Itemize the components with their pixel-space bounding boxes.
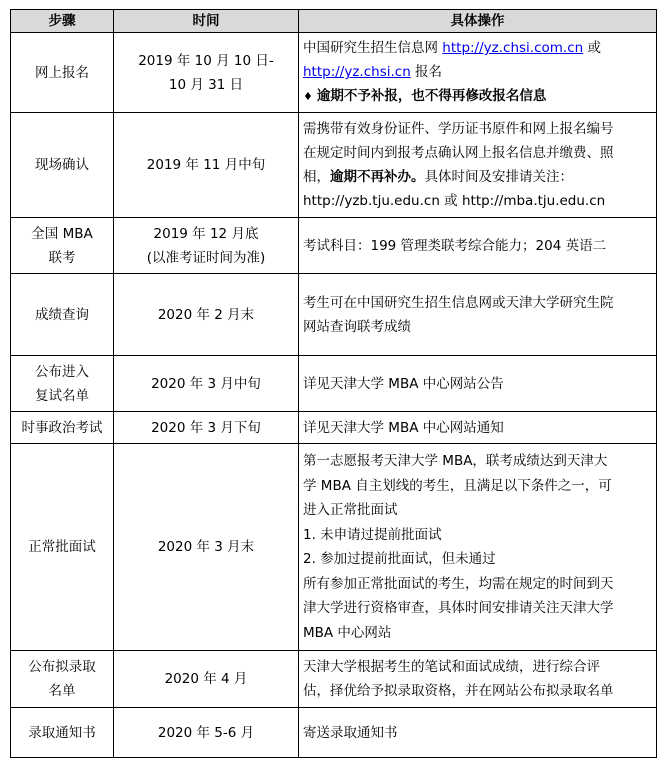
table-header-row [11, 10, 657, 33]
step-label: 时事政治考试 [21, 419, 103, 436]
operations-cell [299, 356, 657, 412]
time-label: 2019 年 12 月底 [153, 225, 259, 242]
step-cell [11, 218, 114, 274]
step-cell [11, 33, 114, 113]
time-label: 2020 年 3 月下旬 [151, 419, 261, 436]
step-label: 网上报名 [35, 64, 89, 81]
ops-text: 相， [303, 169, 330, 185]
operations-cell [299, 274, 657, 356]
time-label: (以准考证时间为准) [146, 249, 266, 266]
step-label: 名单 [48, 683, 76, 699]
ops-line: MBA 中心网站 [303, 624, 392, 641]
admission-schedule-table [10, 9, 657, 758]
time-label: 2020 年 5-6 月 [157, 724, 255, 741]
ops-line: http://yzb.tju.edu.cn 或 http://mba.tju.edu.cn [303, 193, 606, 209]
time-cell [114, 218, 299, 274]
table-row [11, 356, 657, 412]
table-row [11, 274, 657, 356]
ops-line: 津大学进行资格审查，具体时间安排请关注天津大学 [303, 600, 614, 616]
step-label: 联考 [48, 249, 76, 266]
ops-line: 2. 参加过提前批面试，但未通过 [303, 551, 496, 567]
time-cell [114, 651, 299, 708]
header-step: 步骤 [11, 10, 114, 33]
step-cell [11, 651, 114, 708]
time-label: 2019 年 11 月中旬 [146, 157, 266, 173]
table-row [11, 113, 657, 218]
ops-line: 寄送录取通知书 [303, 724, 398, 741]
time-label: 2019 年 10 月 10 日- [138, 52, 274, 69]
step-label: 公布进入 [35, 363, 89, 380]
operations-cell [299, 33, 657, 113]
time-cell [114, 412, 299, 444]
time-label: 2020 年 4 月 [164, 671, 248, 687]
step-cell [11, 708, 114, 758]
ops-line: 考生可在中国研究生招生信息网或天津大学研究生院 [303, 294, 614, 311]
ops-line [303, 36, 652, 60]
chsi-link[interactable]: http://yz.chsi.cn [303, 64, 411, 80]
deadline-notice: 逾期不予补报，也不得再修改报名信息 [316, 88, 547, 104]
operations-cell [299, 444, 657, 651]
operations-cell [299, 113, 657, 218]
operations-cell [299, 412, 657, 444]
ops-line: 第一志愿报考天津大学 MBA，联考成绩达到天津大 [303, 453, 608, 469]
step-label: 录取通知书 [28, 724, 96, 741]
ops-line: 详见天津大学 MBA 中心网站公告 [303, 375, 504, 392]
ops-line: 需携带有效身份证件、学历证书原件和网上报名编号 [303, 121, 614, 137]
ops-line: 学 MBA 自主划线的考生，且满足以下条件之一，可 [303, 477, 612, 494]
time-cell [114, 444, 299, 651]
operations-cell [299, 708, 657, 758]
ops-line [303, 84, 652, 109]
step-label: 复试名单 [35, 387, 89, 404]
table-row [11, 218, 657, 274]
operations-cell [299, 218, 657, 274]
time-label: 2020 年 2 月末 [157, 306, 255, 323]
step-cell [11, 113, 114, 218]
ops-line: 网站查询联考成绩 [303, 318, 411, 335]
step-label: 公布拟录取 [28, 659, 96, 675]
step-cell [11, 444, 114, 651]
step-label: 现场确认 [35, 157, 89, 173]
table-row [11, 33, 657, 113]
step-cell [11, 412, 114, 444]
ops-line: 所有参加正常批面试的考生，均需在规定的时间到天 [303, 575, 614, 592]
time-label: 2020 年 3 月中旬 [151, 375, 261, 392]
time-cell [114, 356, 299, 412]
chsi-com-link[interactable]: http://yz.chsi.com.cn [442, 40, 584, 56]
operations-cell [299, 651, 657, 708]
time-label: 2020 年 3 月末 [157, 539, 255, 555]
header-operations: 具体操作 [299, 10, 657, 33]
table-row [11, 412, 657, 444]
table-row [11, 651, 657, 708]
step-cell [11, 356, 114, 412]
step-label: 成绩查询 [35, 306, 89, 323]
ops-line [303, 165, 652, 189]
ops-text: 报名 [410, 64, 443, 80]
table-row [11, 708, 657, 758]
step-cell [11, 274, 114, 356]
ops-line: 详见天津大学 MBA 中心网站通知 [303, 419, 504, 436]
header-time: 时间 [114, 10, 299, 33]
time-cell [114, 33, 299, 113]
ops-text: 中国研究生招生信息网 [303, 40, 443, 56]
ops-line: 在规定时间内到报考点确认网上报名信息并缴费、照 [303, 145, 614, 161]
table-row [11, 444, 657, 651]
ops-line [303, 60, 652, 84]
step-label: 正常批面试 [28, 539, 96, 555]
ops-text: 具体时间及安排请关注： [424, 169, 573, 185]
ops-line: 1. 未申请过提前批面试 [303, 526, 442, 543]
ops-line: 进入正常批面试 [303, 502, 398, 518]
ops-line: 估，择优给予拟录取资格，并在网站公布拟录取名单 [303, 683, 614, 699]
ops-line: 考试科目：199 管理类联考综合能力；204 英语二 [303, 237, 607, 254]
step-label: 全国 MBA [31, 225, 93, 242]
time-cell [114, 274, 299, 356]
ops-line: 天津大学根据考生的笔试和面试成绩，进行综合评 [303, 659, 600, 675]
time-label: 10 月 31 日 [168, 76, 244, 93]
ops-text: 或 [583, 40, 601, 56]
diamond-bullet-icon: ♦ [303, 90, 313, 103]
time-cell [114, 708, 299, 758]
no-reissue-notice: 逾期不再补办。 [330, 169, 425, 185]
time-cell [114, 113, 299, 218]
